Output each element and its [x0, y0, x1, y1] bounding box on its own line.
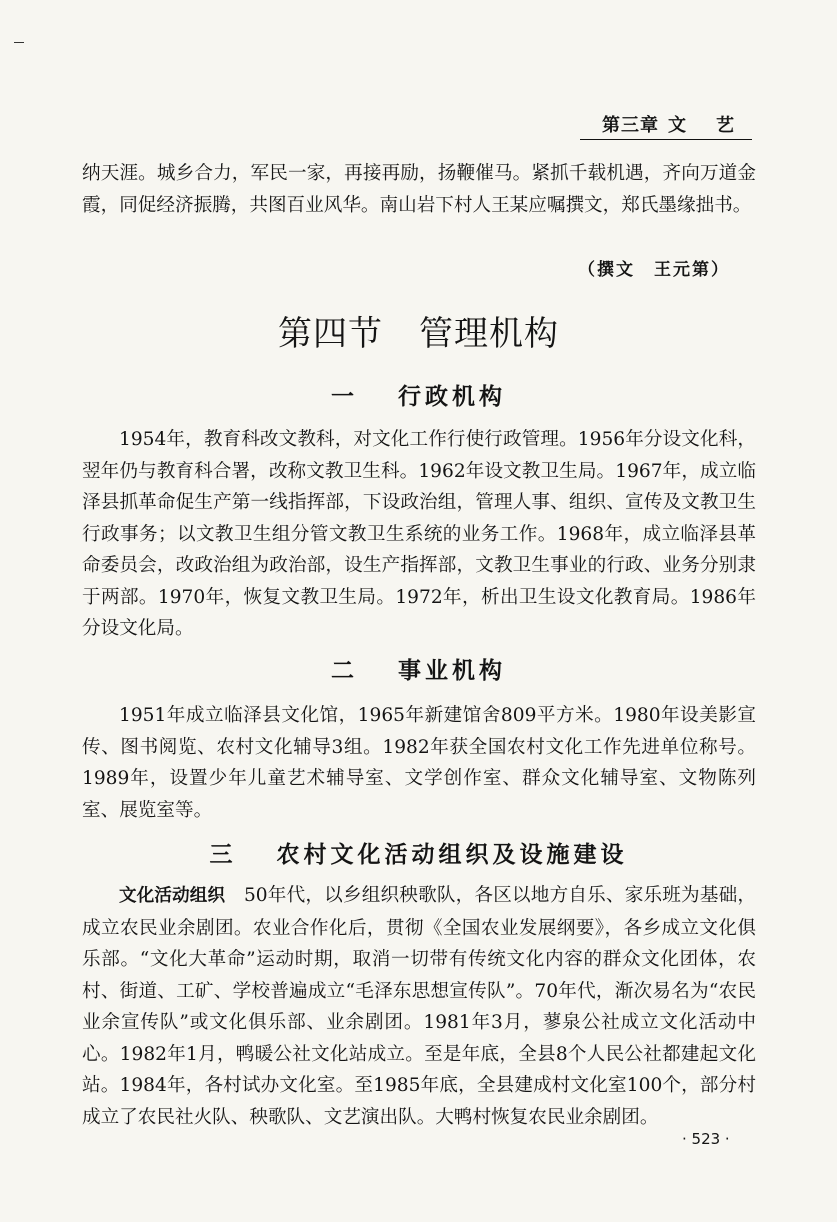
subsection-number: 二 — [331, 657, 358, 684]
section-name: 管理机构 — [419, 314, 559, 354]
section-title — [0, 306, 837, 355]
subsection-paragraph-2: 1951年成立临泽县文化馆，1965年新建馆舍809平方米。1980年设美影宣传、图书阅览、农村文化辅导3组。1982年获全国农村文化工作先进单位称号。1989年，设置少年儿童艺术辅导室、文学创作室、群众文化辅导室、文物陈列室、展览室等。 — [82, 705, 756, 821]
subsection-heading-2 — [0, 652, 837, 685]
subsection-paragraph-3 — [82, 880, 756, 1133]
subsection-paragraph-1: 1954年，教育科改文教科，对文化工作行使行政管理。1956年分设文化科，翌年仍与教育科合署，改称文教卫生科。1962年设文教卫生局。1967年，成立临泽县抓革命促生产第一线指挥部，下设政治组，管理人事、组织、宣传及文教卫生行政事务；以文教卫生组分管文教卫生系统的业务工作。1968年，成立临泽县革命委员会，改政治组为政治部，设生产指挥部，文教卫生事业的行政、业务分别隶于两部。1970年，恢复文教卫生局。1972年，析出卫生设文化教育局。1986年分设文化局。 — [82, 429, 756, 639]
subsection-number: 三 — [209, 841, 237, 868]
subject-label: 文艺 — [668, 115, 764, 136]
subsection-heading-3 — [0, 836, 837, 869]
section-number: 第四节 — [278, 314, 383, 354]
subsection-title: 行政机构 — [398, 383, 506, 410]
chapter-label: 第三章 — [602, 115, 659, 136]
attribution: （撰文 王元第） — [578, 260, 730, 280]
paragraph-lead: 文化活动组织 — [119, 886, 226, 906]
scan-mark — [14, 42, 24, 43]
page-number: · 523 · — [682, 1130, 730, 1148]
subsection-title: 农村文化活动组织及设施建设 — [276, 841, 628, 868]
subsection-number: 一 — [331, 383, 358, 410]
subsection-heading-1 — [0, 378, 837, 411]
intro-paragraph: 纳天涯。城乡合力，军民一家，再接再励，扬鞭催马。紧抓千载机遇，齐向万道金霞，同促经济振腾，共图百业风华。南山岩下村人王某应嘱撰文，郑氏墨缘拙书。 — [82, 163, 756, 216]
subsection-title: 事业机构 — [398, 657, 506, 684]
paragraph-body: 50年代，以乡组织秧歌队，各区以地方自乐、家乐班为基础，成立农民业余剧团。农业合作化后，贯彻《全国农业发展纲要》，各乡成立文化俱乐部。“文化大革命”运动时期，取消一切带有传统文化内容的群众文化团体，农村、街道、工矿、学校普遍成立“毛泽东思想宣传队”。70年代，渐次易名为“农民业余宣传队”或文化俱乐部、业余剧团。1981年3月，蓼泉公社成立文化活动中心。1982年1月，鸭暖公社文化站成立。至是年底，全县8个人民公社都建起文化站。1984年，各村试办文化室。至1985年底，全县建成村文化室100个，部分村成立了农民社火队、秧歌队、文艺演出队。大鸭村恢复农民业余剧团。 — [82, 885, 757, 1128]
running-head — [580, 113, 764, 140]
